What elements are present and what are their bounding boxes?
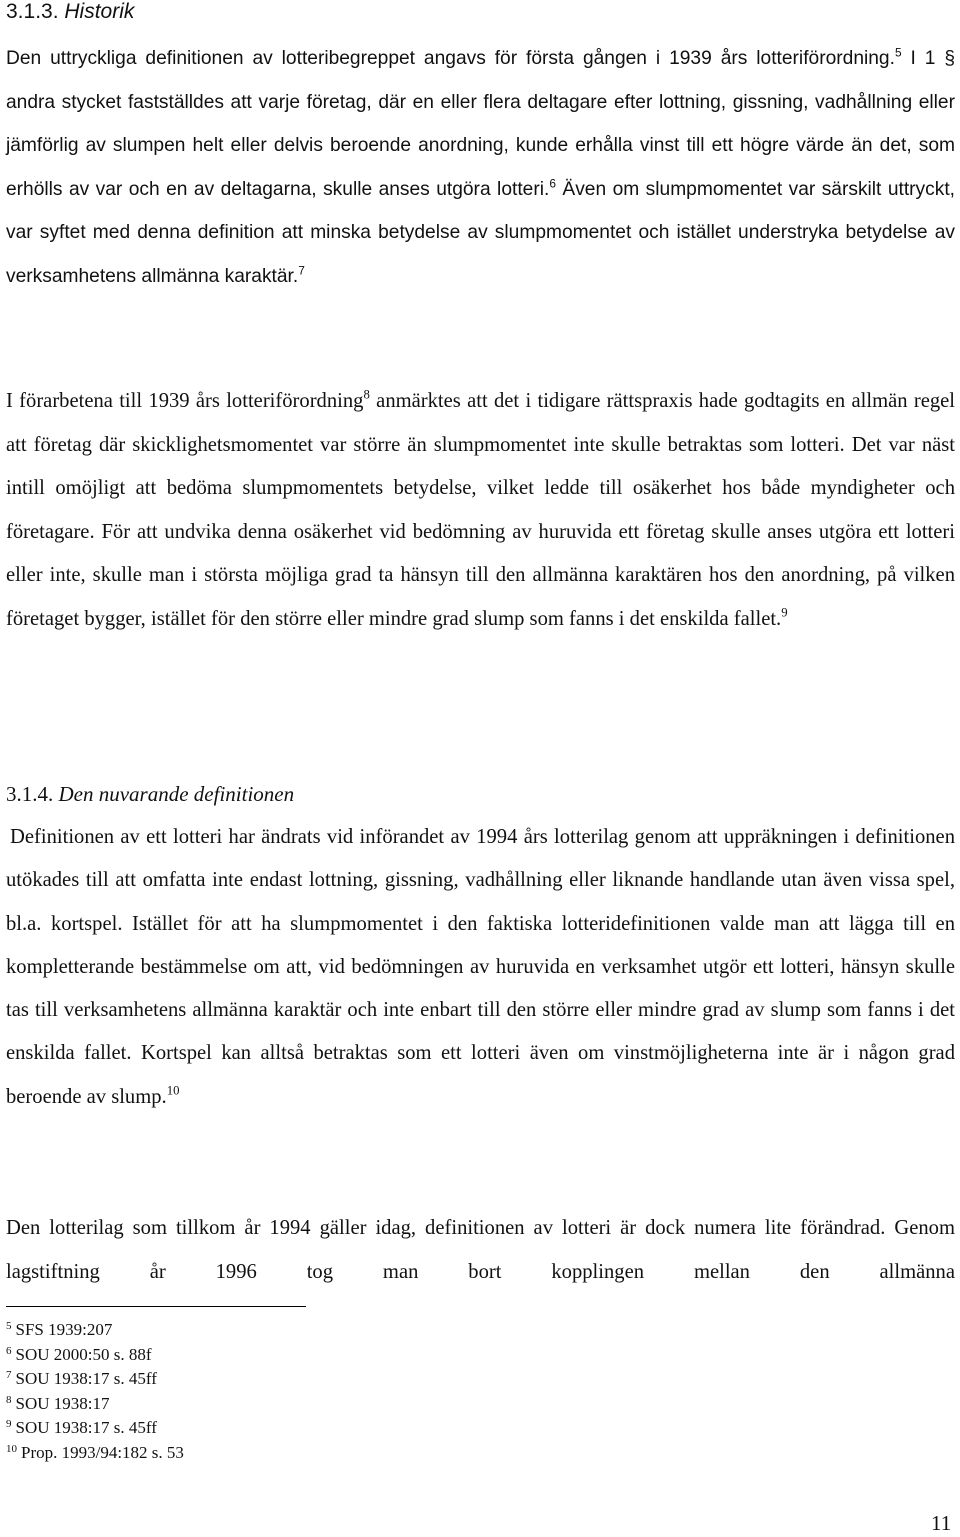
- paragraph-text: anmärktes att det i tidigare rättspraxis hade godtagits en allmän regel att företag där skicklighetsmomentet var större än slumpmomentet inte skulle betraktas som lotteri. Det var näst intill omöjligt att bedöma slumpmomentets betydelse, vilket ledde till osäkerhet hos både myndigheter och företagare. För att undvika denna osäkerhet vid bedömning av huruvida ett företag skulle anses utgöra ett lotteri eller inte, skulle man i största möjliga grad ta hänsyn till den allmänna karaktären hos den anordning, på vilken företaget bygger, istället för den större eller mindre grad slump som fanns i det enskilda fallet.: [6, 390, 956, 630]
- footnote-ref-7[interactable]: 7: [298, 263, 305, 278]
- paragraph-nuvarande-2: [6, 1207, 955, 1294]
- paragraph-historik-1: [6, 37, 955, 299]
- paragraph-text: Definitionen av ett lotteri har ändrats vid införandet av 1994 års lotterilag genom att uppräkningen i definitionen utökades till att omfatta inte endast lottning, gissning, vadhållning eller liknande handlande utan även vissa spel, bl.a. kortspel. Istället för att ha slumpmomentet i den faktiska lotteridefinitionen valde man att lägga till en kompletterande bestämmelse om att, vid bedömningen av huruvida en verksamhet utgör ett lotteri, hänsyn skulle tas till verksamhetens allmänna karaktär och inte enbart till den större eller mindre grad av slump som fanns i det enskilda fallet. Kortspel kan alltså betraktas som ett lotteri även om vinstmöjligheterna inte är i någon grad beroende av slump.: [6, 826, 955, 1108]
- footnote-ref-10[interactable]: 10: [166, 1083, 180, 1098]
- paragraph-text: Även om slumpmomentet var särskilt uttryckt, var syftet med denna definition att minska betydelse av slumpmomentet och istället understryka betydelse av verksamhetens allmänna karaktär.: [6, 178, 955, 287]
- footnote-item: [6, 1318, 184, 1343]
- section-heading-historik: [6, 0, 134, 24]
- footnote-number: 7: [6, 1369, 12, 1382]
- footnote-list: [6, 1318, 184, 1466]
- paragraph-text: Den lotterilag som tillkom år 1994 gäller idag, definitionen av lotteri är dock numera lite förändrad. Genom lagstiftning år 1996 tog man bort kopplingen mellan den allmänna: [6, 1217, 955, 1283]
- footnote-text: SOU 1938:17 s. 45ff: [15, 1418, 157, 1438]
- footnote-text: Prop. 1993/94:182 s. 53: [21, 1442, 184, 1462]
- footnote-text: SFS 1939:207: [15, 1320, 113, 1339]
- footnote-number: 6: [6, 1344, 12, 1357]
- footnote-item: [6, 1367, 184, 1392]
- footnote-item: [6, 1416, 184, 1441]
- paragraph-text: Den uttryckliga definitionen av lotteribegreppet angavs för första gången i 1939 års lotteriförordning.: [6, 48, 895, 69]
- page-number: 11: [931, 1511, 952, 1535]
- footnote-number: 8: [6, 1393, 12, 1406]
- footnote-number: 9: [6, 1418, 12, 1431]
- section-title: Historik: [64, 0, 135, 23]
- section-title: Den nuvarande definitionen: [58, 782, 295, 806]
- paragraph-text: I 1 § andra stycket fastställdes att varje företag, där en eller flera deltagare efter lottning, gissning, vadhållning eller jämförlig av slumpen helt eller delvis beroende anordning, kunde erhålla vinst till ett högre värde än det, som erhölls av var och en av deltagarna, skulle anses utgöra lotteri.: [6, 48, 956, 200]
- footnote-item: [6, 1343, 184, 1368]
- footnote-ref-9[interactable]: 9: [781, 605, 788, 620]
- footnote-text: SOU 1938:17 s. 45ff: [15, 1369, 157, 1389]
- footnote-text: SOU 2000:50 s. 88f: [15, 1344, 152, 1364]
- footnote-separator: [6, 1306, 306, 1307]
- section-heading-nuvarande-definitionen: [6, 782, 294, 806]
- footnote-ref-6[interactable]: 6: [549, 176, 556, 191]
- footnote-number: 10: [6, 1442, 17, 1455]
- section-number: 3.1.3.: [6, 0, 59, 23]
- footnote-text: SOU 1938:17: [15, 1393, 110, 1413]
- footnote-number: 5: [6, 1320, 12, 1332]
- paragraph-historik-2: [6, 380, 955, 641]
- paragraph-nuvarande-1: [6, 816, 955, 1119]
- footnote-item: [6, 1441, 184, 1466]
- footnote-ref-5[interactable]: 5: [894, 45, 902, 60]
- footnote-item: [6, 1392, 184, 1417]
- footnote-ref-8[interactable]: 8: [363, 387, 370, 402]
- paragraph-text: I förarbetena till 1939 års lotteriförordning: [6, 390, 364, 412]
- section-number: 3.1.4.: [6, 782, 54, 806]
